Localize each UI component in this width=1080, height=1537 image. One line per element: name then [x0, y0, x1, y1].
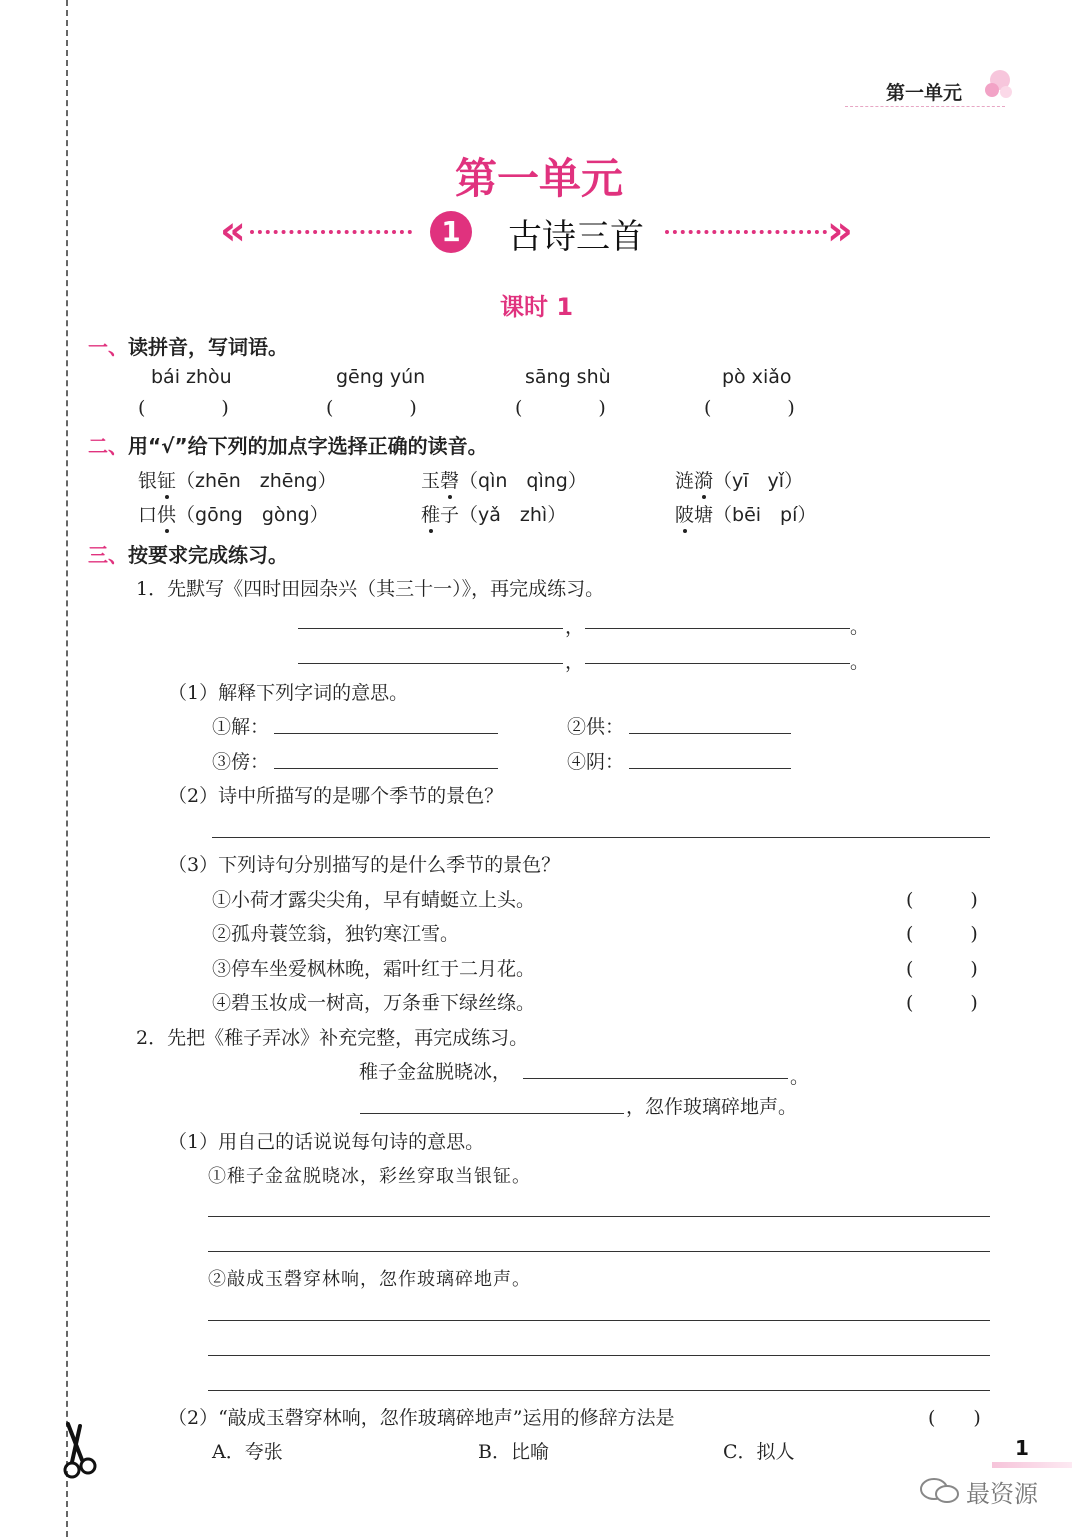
- section3-heading: [88, 539, 288, 568]
- section3-text: 按要求完成练习。: [128, 543, 288, 567]
- answer-paren-3[interactable]: ( ): [515, 397, 606, 419]
- q2-line2-prompt: ②敲成玉磬穿林响，忽作玻璃碎地声。: [208, 1269, 531, 1290]
- q2-answer-line-4[interactable]: [208, 1355, 990, 1356]
- reading-item-3[interactable]: 涟漪（yī yǐ）: [675, 470, 804, 492]
- q2-sub2-paren[interactable]: ( ): [928, 1407, 981, 1429]
- poem-blank-1[interactable]: [298, 628, 563, 629]
- option-a[interactable]: A．夸张: [212, 1441, 283, 1463]
- section2-text: 用“√”给下列的加点字选择正确的读音。: [128, 434, 488, 458]
- option-b[interactable]: B．比喻: [478, 1441, 549, 1463]
- q2-answer-line-3[interactable]: [208, 1320, 990, 1321]
- watermark-text: 最资源: [966, 1480, 1038, 1508]
- section2-number: 二、: [88, 434, 128, 458]
- answer-paren-2[interactable]: ( ): [326, 397, 417, 419]
- answer-paren-1[interactable]: ( ): [138, 397, 229, 419]
- poem-period-1: 。: [850, 616, 870, 638]
- word-label-3: ③傍：: [212, 751, 270, 773]
- poem-blank-2[interactable]: [585, 628, 850, 629]
- section3-number: 三、: [88, 543, 128, 567]
- q2-prompt: 2．先把《稚子弄冰》补充完整，再完成练习。: [136, 1027, 529, 1049]
- verse-paren-1[interactable]: ( ): [906, 889, 978, 911]
- lesson-number-badge: 1: [430, 211, 472, 253]
- page-number-bar: [992, 1462, 1072, 1468]
- q2-poem-period: 。: [790, 1066, 810, 1088]
- verse-paren-3[interactable]: ( ): [906, 958, 978, 980]
- q1-prompt: 1．先默写《四时田园杂兴（其三十一）》，再完成练习。: [136, 578, 605, 600]
- section1-number: 一、: [88, 335, 128, 359]
- q2-poem-blank-1[interactable]: [523, 1078, 788, 1079]
- wechat-icon: [918, 1476, 962, 1506]
- poem-blank-3[interactable]: [298, 663, 563, 664]
- scissors-icon: [60, 1422, 104, 1482]
- word-label-2: ②供：: [567, 716, 625, 738]
- poem-blank-4[interactable]: [585, 663, 850, 664]
- q1-sub2: （2）诗中所描写的是哪个季节的景色？: [168, 785, 504, 807]
- option-c[interactable]: C．拟人: [723, 1441, 795, 1463]
- verse-4: ④碧玉妆成一树高，万条垂下绿丝绦。: [212, 992, 536, 1014]
- flower-icon: [982, 68, 1016, 102]
- title-dotted-left: [250, 230, 412, 234]
- reading-item-4[interactable]: 口供（gōng gòng）: [138, 504, 329, 526]
- q2-answer-line-2[interactable]: [208, 1251, 990, 1252]
- section1-heading: [88, 331, 288, 360]
- title-dotted-right: [665, 230, 827, 234]
- poem-comma-1: ，: [565, 616, 585, 638]
- chevron-right-icon: »: [827, 208, 853, 254]
- word-blank-3[interactable]: [274, 768, 498, 769]
- q2-answer-line-1[interactable]: [208, 1216, 990, 1217]
- word-blank-1[interactable]: [274, 733, 498, 734]
- poem-period-2: 。: [850, 651, 870, 673]
- q1-sub1: （1）解释下列字词的意思。: [168, 682, 409, 704]
- section2-heading: [88, 430, 488, 459]
- lesson-title: 古诗三首: [508, 217, 644, 257]
- q2-poem-line2: ，忽作玻璃碎地声。: [626, 1096, 798, 1118]
- q1-sub3: （3）下列诗句分别描写的是什么季节的景色？: [168, 854, 561, 876]
- verse-3: ③停车坐爱枫林晚，霜叶红于二月花。: [212, 958, 536, 980]
- pinyin-4: pò xiǎo: [722, 366, 792, 388]
- pinyin-1: bái zhòu: [151, 366, 232, 388]
- answer-paren-4[interactable]: ( ): [704, 397, 795, 419]
- verse-2: ②孤舟蓑笠翁，独钓寒江雪。: [212, 923, 460, 945]
- reading-item-1[interactable]: 银钲（zhēn zhēng）: [138, 470, 337, 492]
- q2-line1-prompt: ①稚子金盆脱晓冰，彩丝穿取当银钲。: [208, 1166, 531, 1187]
- chevron-left-icon: «: [220, 208, 246, 254]
- verse-paren-4[interactable]: ( ): [906, 992, 978, 1014]
- reading-item-6[interactable]: 陂塘（bēi pí）: [675, 504, 817, 526]
- word-blank-4[interactable]: [629, 768, 791, 769]
- pinyin-2: gēng yún: [336, 366, 426, 388]
- q2-poem-line1: 稚子金盆脱晓冰，: [359, 1061, 512, 1083]
- q2-sub1: （1）用自己的话说说每句诗的意思。: [168, 1131, 485, 1153]
- cut-line: [66, 0, 68, 1537]
- word-label-1: ①解：: [212, 716, 270, 738]
- unit-title: 第一单元: [455, 154, 624, 203]
- verse-1: ①小荷才露尖尖角，早有蜻蜓立上头。: [212, 889, 536, 911]
- reading-item-5[interactable]: 稚子（yǎ zhì）: [421, 504, 567, 526]
- q2-poem-blank-2[interactable]: [360, 1113, 624, 1114]
- season-answer-line[interactable]: [212, 837, 990, 838]
- header-underline: [845, 106, 1005, 107]
- section1-text: 读拼音，写词语。: [128, 335, 288, 359]
- word-blank-2[interactable]: [629, 733, 791, 734]
- q2-sub2: （2）“敲成玉磬穿林响，忽作玻璃碎地声”运用的修辞方法是: [168, 1407, 675, 1429]
- header-unit-tab: 第一单元: [886, 82, 963, 104]
- word-label-4: ④阴：: [567, 751, 625, 773]
- page-number: 1: [1015, 1436, 1029, 1460]
- q2-answer-line-5[interactable]: [208, 1390, 990, 1391]
- reading-item-2[interactable]: 玉磬（qìn qìng）: [421, 470, 587, 492]
- verse-paren-2[interactable]: ( ): [906, 923, 978, 945]
- pinyin-3: sāng shù: [525, 366, 611, 388]
- session-title: 课时 1: [500, 293, 574, 321]
- poem-comma-2: ，: [565, 651, 585, 673]
